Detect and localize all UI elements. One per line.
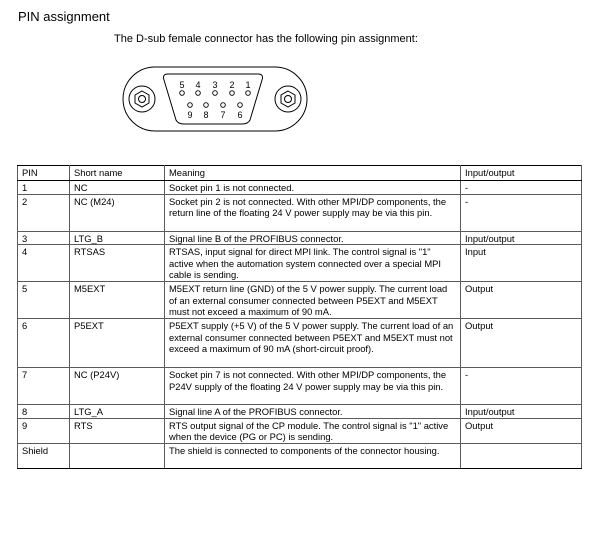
cell-meaning: P5EXT supply (+5 V) of the 5 V power supply. The current load of an external consumer connected between P5EXT and M5EXT must not exceed a maximum of 90 mA (short-circuit proof). (165, 319, 461, 368)
table-row (18, 405, 582, 419)
intro-text: The D-sub female connector has the following pin assignment: (114, 33, 418, 45)
cell-short-name: NC (P24V) (70, 368, 165, 405)
cell-meaning: The shield is connected to components of the connector housing. (165, 443, 461, 468)
pin-socket (246, 91, 251, 96)
pin-assignment-table (17, 165, 582, 469)
table-header-row (18, 166, 582, 181)
cell-short-name: LTG_A (70, 405, 165, 419)
cell-meaning: Signal line A of the PROFIBUS connector. (165, 405, 461, 419)
cell-short-name: RTSAS (70, 245, 165, 282)
cell-input-output: - (461, 368, 582, 405)
cell-short-name: M5EXT (70, 282, 165, 319)
header-meaning: Meaning (165, 166, 461, 181)
pin-label: 5 (179, 80, 185, 90)
pin-label: 4 (195, 80, 201, 90)
table-row (18, 231, 582, 245)
cell-pin: 4 (18, 245, 70, 282)
cell-meaning: Socket pin 2 is not connected. With other MPI/DP components, the return line of the floating 24 V power supply may be via this pin. (165, 194, 461, 231)
pin-socket (188, 103, 193, 108)
cell-pin: 8 (18, 405, 70, 419)
header-input-output: Input/output (461, 166, 582, 181)
table-row (18, 245, 582, 282)
cell-short-name: NC (70, 181, 165, 195)
cell-meaning: RTSAS, input signal for direct MPI link. The control signal is "1" active when the automation system connected over a special MPI cable is sending. (165, 245, 461, 282)
cell-pin: 9 (18, 418, 70, 443)
cell-meaning: Socket pin 7 is not connected. With other MPI/DP components, the P24V supply of the floating 24 V power supply may be via this pin. (165, 368, 461, 405)
cell-short-name: NC (M24) (70, 194, 165, 231)
table-row (18, 443, 582, 468)
pin-label: 9 (187, 110, 193, 120)
cell-pin: 2 (18, 194, 70, 231)
connector-flange (123, 67, 307, 131)
cell-input-output: Input/output (461, 405, 582, 419)
cell-short-name: RTS (70, 418, 165, 443)
pin-label: 1 (245, 80, 251, 90)
cell-input-output: Input/output (461, 231, 582, 245)
cell-short-name: P5EXT (70, 319, 165, 368)
cell-short-name: LTG_B (70, 231, 165, 245)
cell-input-output: Output (461, 319, 582, 368)
header-pin: PIN (18, 166, 70, 181)
table-row (18, 282, 582, 319)
cell-meaning: M5EXT return line (GND) of the 5 V power supply. The current load of an external consumer connected between P5EXT and M5EXT must not exceed a maximum of 90 mA. (165, 282, 461, 319)
cell-meaning: RTS output signal of the CP module. The control signal is "1" active when the device (PG or PC) is sending. (165, 418, 461, 443)
cell-short-name (70, 443, 165, 468)
cell-pin: 6 (18, 319, 70, 368)
cell-pin: 3 (18, 231, 70, 245)
pin-label: 2 (229, 80, 235, 90)
mounting-hole-right (275, 86, 301, 112)
cell-input-output: Output (461, 282, 582, 319)
pin-socket (238, 103, 243, 108)
section-heading: PIN assignment (18, 9, 110, 24)
cell-meaning: Socket pin 1 is not connected. (165, 181, 461, 195)
table-row (18, 368, 582, 405)
cell-pin: 5 (18, 282, 70, 319)
d-sub-connector-diagram (122, 66, 308, 132)
pin-socket (221, 103, 226, 108)
cell-input-output: Input (461, 245, 582, 282)
cell-input-output: Output (461, 418, 582, 443)
header-short-name: Short name (70, 166, 165, 181)
pin-socket (230, 91, 235, 96)
pin-label: 7 (220, 110, 226, 120)
cell-meaning: Signal line B of the PROFIBUS connector. (165, 231, 461, 245)
cell-input-output: - (461, 194, 582, 231)
table-row (18, 194, 582, 231)
table-row (18, 181, 582, 195)
pin-label: 8 (203, 110, 209, 120)
pin-socket (196, 91, 201, 96)
table-row (18, 319, 582, 368)
cell-pin: Shield (18, 443, 70, 468)
pin-socket (213, 91, 218, 96)
cell-input-output (461, 443, 582, 468)
pin-socket (180, 91, 185, 96)
table-row (18, 418, 582, 443)
cell-pin: 7 (18, 368, 70, 405)
pin-label: 6 (237, 110, 243, 120)
pin-label: 3 (212, 80, 218, 90)
cell-input-output: - (461, 181, 582, 195)
mounting-hole-left (129, 86, 155, 112)
pin-socket (204, 103, 209, 108)
cell-pin: 1 (18, 181, 70, 195)
